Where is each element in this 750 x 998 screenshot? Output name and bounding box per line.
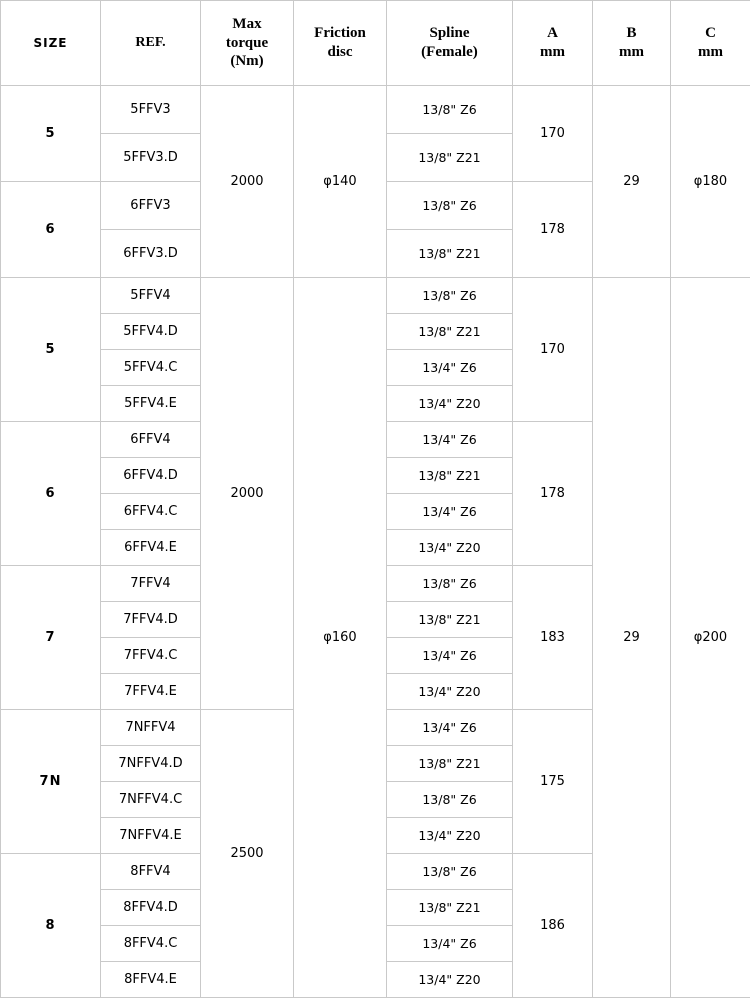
spline-cell: 13/4" Z20 [387, 962, 513, 998]
ref-cell: 8FFV4.D [101, 890, 201, 926]
header-c-letter: C [671, 24, 750, 43]
spline-cell: 13/8" Z21 [387, 134, 513, 182]
spline-cell: 13/8" Z21 [387, 230, 513, 278]
max-torque-cell: 2000 [201, 86, 294, 278]
size-cell: 6 [1, 182, 101, 278]
a-cell: 170 [513, 86, 593, 182]
spline-cell: 13/8" Z6 [387, 86, 513, 134]
header-b-letter: B [593, 24, 670, 43]
header-a [513, 1, 593, 86]
a-cell: 186 [513, 854, 593, 998]
header-size: SIZE [1, 1, 101, 86]
friction-disc-cell: φ160 [294, 278, 387, 998]
ref-cell: 7NFFV4.D [101, 746, 201, 782]
spline-cell: 13/8" Z21 [387, 314, 513, 350]
ref-cell: 6FFV3.D [101, 230, 201, 278]
ref-cell: 7FFV4.E [101, 674, 201, 710]
header-max-torque-line2: torque [201, 34, 293, 53]
spline-cell: 13/4" Z20 [387, 530, 513, 566]
spline-cell: 13/4" Z6 [387, 494, 513, 530]
header-friction-disc [294, 1, 387, 86]
spline-cell: 13/8" Z21 [387, 890, 513, 926]
ref-cell: 7FFV4.C [101, 638, 201, 674]
ref-cell: 5FFV4.E [101, 386, 201, 422]
spline-cell: 13/4" Z20 [387, 386, 513, 422]
header-spline [387, 1, 513, 86]
ref-cell: 8FFV4 [101, 854, 201, 890]
spline-cell: 13/8" Z21 [387, 746, 513, 782]
header-b [593, 1, 671, 86]
spline-cell: 13/4" Z6 [387, 710, 513, 746]
ref-cell: 7NFFV4.E [101, 818, 201, 854]
spline-cell: 13/8" Z6 [387, 854, 513, 890]
spline-cell: 13/8" Z6 [387, 182, 513, 230]
spline-cell: 13/4" Z20 [387, 818, 513, 854]
ref-cell: 6FFV4.E [101, 530, 201, 566]
header-max-torque [201, 1, 294, 86]
header-a-letter: A [513, 24, 592, 43]
ref-cell: 8FFV4.C [101, 926, 201, 962]
b-cell: 29 [593, 278, 671, 998]
spline-cell: 13/4" Z6 [387, 926, 513, 962]
ref-cell: 8FFV4.E [101, 962, 201, 998]
header-spline-line1: Spline [387, 24, 512, 43]
ref-cell: 7NFFV4.C [101, 782, 201, 818]
header-a-unit: mm [513, 43, 592, 62]
c-cell: φ200 [671, 278, 750, 998]
header-spline-line2: (Female) [387, 43, 512, 62]
ref-cell: 6FFV3 [101, 182, 201, 230]
a-cell: 183 [513, 566, 593, 710]
spline-cell: 13/8" Z21 [387, 458, 513, 494]
header-friction-disc-line2: disc [294, 43, 386, 62]
ref-cell: 6FFV4.C [101, 494, 201, 530]
spline-cell: 13/8" Z6 [387, 782, 513, 818]
ref-cell: 6FFV4.D [101, 458, 201, 494]
header-friction-disc-line1: Friction [294, 24, 386, 43]
a-cell: 178 [513, 422, 593, 566]
table-row [1, 278, 750, 314]
header-max-torque-line3: (Nm) [201, 52, 293, 71]
ref-cell: 7NFFV4 [101, 710, 201, 746]
ref-cell: 5FFV4 [101, 278, 201, 314]
ref-cell: 7FFV4.D [101, 602, 201, 638]
b-cell: 29 [593, 86, 671, 278]
size-cell: 5 [1, 278, 101, 422]
size-cell: 5 [1, 86, 101, 182]
a-cell: 175 [513, 710, 593, 854]
spline-cell: 13/4" Z6 [387, 350, 513, 386]
friction-disc-cell: φ140 [294, 86, 387, 278]
size-cell: 6 [1, 422, 101, 566]
spline-cell: 13/4" Z6 [387, 422, 513, 458]
size-cell: 7N [1, 710, 101, 854]
ref-cell: 5FFV3.D [101, 134, 201, 182]
spline-cell: 13/8" Z6 [387, 566, 513, 602]
ref-cell: 5FFV4.C [101, 350, 201, 386]
a-cell: 178 [513, 182, 593, 278]
header-c [671, 1, 750, 86]
header-ref: REF. [101, 1, 201, 86]
spline-cell: 13/8" Z21 [387, 602, 513, 638]
spline-cell: 13/4" Z6 [387, 638, 513, 674]
c-cell: φ180 [671, 86, 750, 278]
table-row [1, 86, 750, 134]
ref-cell: 6FFV4 [101, 422, 201, 458]
ref-cell: 7FFV4 [101, 566, 201, 602]
a-cell: 170 [513, 278, 593, 422]
header-c-unit: mm [671, 43, 750, 62]
max-torque-cell: 2000 [201, 278, 294, 710]
header-b-unit: mm [593, 43, 670, 62]
ref-cell: 5FFV3 [101, 86, 201, 134]
header-max-torque-line1: Max [201, 15, 293, 34]
spline-cell: 13/4" Z20 [387, 674, 513, 710]
max-torque-cell: 2500 [201, 710, 294, 998]
size-cell: 7 [1, 566, 101, 710]
table-header-row [1, 1, 750, 86]
ref-cell: 5FFV4.D [101, 314, 201, 350]
size-cell: 8 [1, 854, 101, 998]
spline-cell: 13/8" Z6 [387, 278, 513, 314]
